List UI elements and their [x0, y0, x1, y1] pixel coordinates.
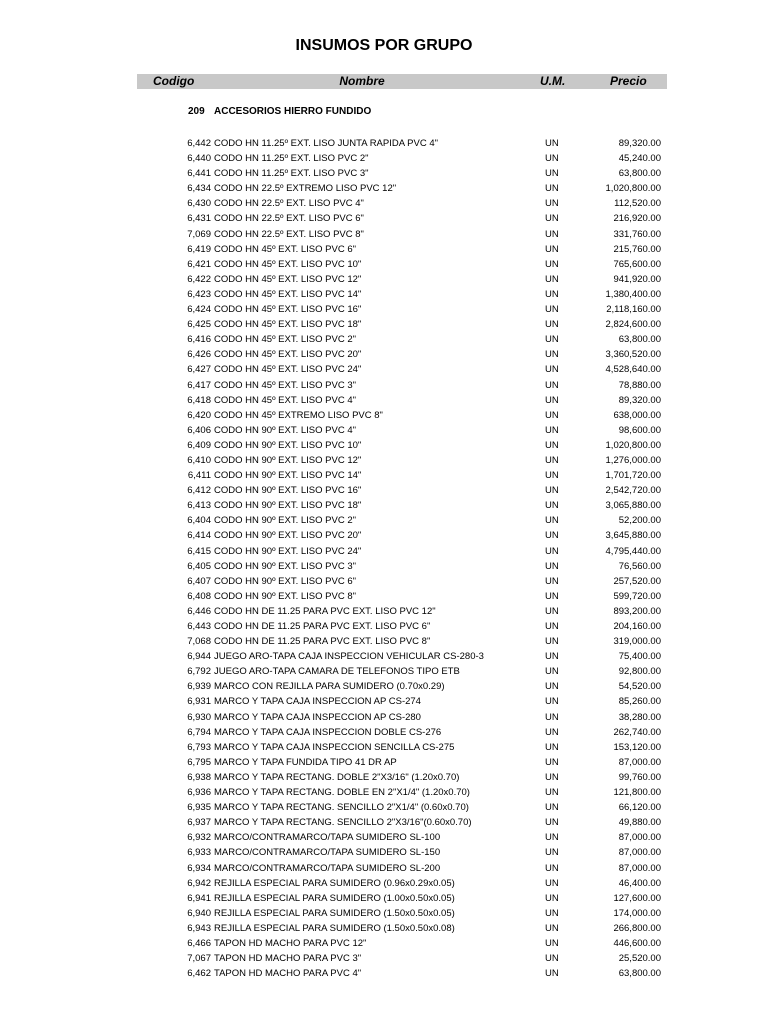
table-row	[0, 710, 768, 725]
table-row	[0, 921, 768, 936]
item-price: 257,520.00	[613, 575, 661, 587]
item-name: MARCO/CONTRAMARCO/TAPA SUMIDERO SL-200	[214, 862, 441, 874]
item-price: 63,800.00	[618, 334, 661, 346]
table-row	[0, 272, 768, 287]
item-price: 1,276,000.00	[605, 454, 661, 466]
table-row	[0, 257, 768, 272]
table-row	[0, 438, 768, 453]
table-row	[0, 725, 768, 740]
item-name: JUEGO ARO-TAPA CAMARA DE TELEFONOS TIPO ETB	[214, 666, 460, 678]
item-unit: UN	[545, 394, 559, 406]
item-price: 45,240.00	[618, 153, 661, 165]
table-row	[0, 800, 768, 815]
item-code: 7,067	[187, 953, 211, 965]
item-name: MARCO Y TAPA RECTANG. DOBLE 2"X3/16" (1.20x0.70)	[214, 771, 460, 783]
item-price: 25,520.00	[618, 953, 661, 965]
table-row	[0, 574, 768, 589]
item-name: CODO HN DE 11.25 PARA PVC EXT. LISO PVC 8"	[214, 636, 431, 648]
item-name: CODO HN 45º EXT. LISO PVC 12"	[214, 273, 362, 285]
item-price: 87,000.00	[618, 847, 661, 859]
item-unit: UN	[545, 319, 559, 331]
item-name: MARCO Y TAPA RECTANG. SENCILLO 2"X1/4" (0.60x0.70)	[214, 802, 469, 814]
item-unit: UN	[545, 198, 559, 210]
item-price: 78,880.00	[618, 379, 661, 391]
item-unit: UN	[545, 817, 559, 829]
item-price: 49,880.00	[618, 817, 661, 829]
table-row	[0, 936, 768, 951]
item-unit: UN	[545, 605, 559, 617]
table-row	[0, 287, 768, 302]
table-row	[0, 951, 768, 966]
item-name: CODO HN 90º EXT. LISO PVC 2"	[214, 515, 356, 527]
item-code: 6,421	[187, 258, 211, 270]
item-name: TAPON HD MACHO PARA PVC 12"	[214, 937, 367, 949]
item-name: CODO HN 90º EXT. LISO PVC 14"	[214, 470, 362, 482]
item-unit: UN	[545, 334, 559, 346]
item-name: CODO HN 11.25º EXT. LISO PVC 2"	[214, 153, 369, 165]
table-row	[0, 181, 768, 196]
table-row	[0, 861, 768, 876]
item-price: 331,760.00	[613, 228, 661, 240]
item-code: 6,406	[187, 424, 211, 436]
item-name: CODO HN 90º EXT. LISO PVC 12"	[214, 454, 362, 466]
item-price: 38,280.00	[618, 711, 661, 723]
table-row	[0, 317, 768, 332]
item-name: CODO HN 90º EXT. LISO PVC 18"	[214, 500, 362, 512]
column-header-codigo: Codigo	[153, 74, 195, 88]
item-name: MARCO Y TAPA RECTANG. SENCILLO 2"X3/16"(0.60x0.70)	[214, 817, 472, 829]
item-code: 6,420	[187, 409, 211, 421]
item-code: 6,793	[187, 741, 211, 753]
item-code: 6,424	[187, 304, 211, 316]
item-code: 6,409	[187, 439, 211, 451]
item-unit: UN	[545, 621, 559, 632]
table-row	[0, 755, 768, 770]
item-unit: UN	[545, 666, 559, 678]
item-name: CODO HN 11.25º EXT. LISO JUNTA RAPIDA PVC 4"	[214, 138, 439, 149]
item-price: 1,380,400.00	[605, 288, 661, 300]
item-code: 6,430	[187, 198, 211, 210]
item-name: REJILLA ESPECIAL PARA SUMIDERO (1.50x0.50x0.08)	[214, 922, 455, 934]
table-row	[0, 694, 768, 709]
table-row	[0, 845, 768, 860]
item-name: CODO HN 45º EXT. LISO PVC 16"	[214, 304, 362, 316]
item-name: REJILLA ESPECIAL PARA SUMIDERO (1.00x0.50x0.05)	[214, 892, 455, 904]
table-row	[0, 966, 768, 981]
item-code: 6,936	[187, 787, 211, 799]
item-price: 262,740.00	[613, 726, 661, 738]
item-unit: UN	[545, 213, 559, 225]
item-code: 6,939	[187, 681, 211, 693]
table-row	[0, 528, 768, 543]
table-row	[0, 649, 768, 664]
item-unit: UN	[545, 304, 559, 316]
item-price: 87,000.00	[618, 862, 661, 874]
page-title: INSUMOS POR GRUPO	[295, 37, 473, 54]
item-name: MARCO Y TAPA RECTANG. DOBLE EN 2"X1/4" (1.20x0.70)	[214, 787, 470, 799]
table-row	[0, 468, 768, 483]
table-row	[0, 589, 768, 604]
item-name: CODO HN 45º EXT. LISO PVC 3"	[214, 379, 356, 391]
item-name: MARCO Y TAPA CAJA INSPECCION AP CS-274	[214, 696, 421, 708]
item-code: 6,413	[187, 500, 211, 512]
table-row	[0, 378, 768, 393]
item-unit: UN	[545, 575, 559, 587]
item-unit: UN	[545, 590, 559, 602]
item-unit: UN	[545, 560, 559, 572]
item-code: 6,410	[187, 454, 211, 466]
item-name: MARCO Y TAPA CAJA INSPECCION SENCILLA CS-275	[214, 741, 455, 753]
item-price: 98,600.00	[618, 424, 661, 436]
item-unit: UN	[545, 741, 559, 753]
table-row	[0, 906, 768, 921]
item-unit: UN	[545, 651, 559, 663]
item-code: 6,466	[187, 937, 211, 949]
item-name: REJILLA ESPECIAL PARA SUMIDERO (0.96x0.29x0.05)	[214, 877, 455, 889]
item-name: CODO HN 22.5º EXTREMO LISO PVC 12"	[214, 183, 397, 195]
item-unit: UN	[545, 439, 559, 451]
item-code: 6,419	[187, 243, 211, 255]
item-unit: UN	[545, 470, 559, 482]
item-price: 266,800.00	[613, 922, 661, 934]
item-name: CODO HN 22.5º EXT. LISO PVC 6"	[214, 213, 364, 225]
table-row	[0, 740, 768, 755]
item-unit: UN	[545, 485, 559, 497]
item-code: 6,937	[187, 817, 211, 829]
item-unit: UN	[545, 771, 559, 783]
item-price: 63,800.00	[618, 168, 661, 180]
item-price: 765,600.00	[613, 258, 661, 270]
item-unit: UN	[545, 756, 559, 768]
item-price: 4,795,440.00	[605, 545, 661, 557]
item-unit: UN	[545, 907, 559, 919]
item-price: 599,720.00	[613, 590, 661, 602]
item-unit: UN	[545, 862, 559, 874]
item-price: 89,320.00	[618, 138, 661, 149]
table-row	[0, 227, 768, 242]
table-row	[0, 136, 768, 151]
table-row	[0, 242, 768, 257]
item-unit: UN	[545, 937, 559, 949]
item-code: 6,441	[187, 168, 211, 180]
table-row	[0, 332, 768, 347]
table-row	[0, 891, 768, 906]
item-price: 52,200.00	[618, 515, 661, 527]
item-name: CODO HN 45º EXT. LISO PVC 24"	[214, 364, 362, 376]
item-code: 6,418	[187, 394, 211, 406]
table-row	[0, 302, 768, 317]
item-code: 6,443	[187, 621, 211, 632]
table-row	[0, 453, 768, 468]
item-name: CODO HN 90º EXT. LISO PVC 10"	[214, 439, 362, 451]
table-row	[0, 679, 768, 694]
item-price: 446,600.00	[613, 937, 661, 949]
item-price: 1,701,720.00	[605, 470, 661, 482]
item-unit: UN	[545, 953, 559, 965]
item-name: CODO HN 90º EXT. LISO PVC 20"	[214, 530, 362, 542]
item-unit: UN	[545, 968, 559, 980]
table-row	[0, 483, 768, 498]
item-price: 63,800.00	[618, 968, 661, 980]
item-unit: UN	[545, 530, 559, 542]
item-price: 153,120.00	[613, 741, 661, 753]
item-code: 6,416	[187, 334, 211, 346]
item-code: 6,462	[187, 968, 211, 980]
item-price: 89,320.00	[618, 394, 661, 406]
item-name: CODO HN 90º EXT. LISO PVC 6"	[214, 575, 356, 587]
item-name: CODO HN 45º EXT. LISO PVC 20"	[214, 349, 362, 361]
item-price: 2,542,720.00	[605, 485, 661, 497]
item-unit: UN	[545, 681, 559, 693]
item-price: 215,760.00	[613, 243, 661, 255]
item-price: 2,824,600.00	[605, 319, 661, 331]
item-price: 4,528,640.00	[605, 364, 661, 376]
item-name: MARCO Y TAPA FUNDIDA TIPO 41 DR AP	[214, 756, 397, 768]
item-unit: UN	[545, 409, 559, 421]
item-name: CODO HN 90º EXT. LISO PVC 4"	[214, 424, 356, 436]
item-name: REJILLA ESPECIAL PARA SUMIDERO (1.50x0.50x0.05)	[214, 907, 455, 919]
table-row	[0, 876, 768, 891]
item-unit: UN	[545, 787, 559, 799]
item-name: CODO HN 90º EXT. LISO PVC 3"	[214, 560, 356, 572]
item-code: 6,431	[187, 213, 211, 225]
item-price: 174,000.00	[613, 907, 661, 919]
table-row	[0, 151, 768, 166]
table-row	[0, 770, 768, 785]
item-unit: UN	[545, 379, 559, 391]
item-name: MARCO/CONTRAMARCO/TAPA SUMIDERO SL-150	[214, 847, 441, 859]
item-code: 6,427	[187, 364, 211, 376]
item-price: 3,360,520.00	[605, 349, 661, 361]
item-code: 6,442	[187, 138, 211, 149]
column-header-nombre: Nombre	[339, 74, 385, 88]
item-price: 204,160.00	[613, 621, 661, 632]
item-unit: UN	[545, 424, 559, 436]
item-price: 75,400.00	[618, 651, 661, 663]
item-name: MARCO CON REJILLA PARA SUMIDERO (0.70x0.29)	[214, 681, 445, 693]
table-row	[0, 604, 768, 619]
table-row	[0, 347, 768, 362]
item-price: 87,000.00	[618, 756, 661, 768]
table-row	[0, 196, 768, 211]
item-price: 216,920.00	[613, 213, 661, 225]
item-name: MARCO Y TAPA CAJA INSPECCION DOBLE CS-276	[214, 726, 442, 738]
item-unit: UN	[545, 364, 559, 376]
item-unit: UN	[545, 545, 559, 557]
item-name: CODO HN DE 11.25 PARA PVC EXT. LISO PVC 12"	[214, 605, 436, 617]
item-unit: UN	[545, 273, 559, 285]
item-code: 6,423	[187, 288, 211, 300]
item-unit: UN	[545, 153, 559, 165]
item-name: CODO HN 45º EXT. LISO PVC 2"	[214, 334, 356, 346]
item-price: 893,200.00	[613, 605, 661, 617]
item-name: CODO HN 22.5º EXT. LISO PVC 4"	[214, 198, 364, 210]
item-code: 6,405	[187, 560, 211, 572]
item-name: CODO HN 45º EXT. LISO PVC 10"	[214, 258, 362, 270]
item-unit: UN	[545, 847, 559, 859]
item-name: CODO HN 45º EXT. LISO PVC 6"	[214, 243, 356, 255]
group-name: ACCESORIOS HIERRO FUNDIDO	[214, 106, 372, 117]
item-name: CODO HN 45º EXTREMO LISO PVC 8"	[214, 409, 383, 421]
table-row	[0, 634, 768, 649]
group-code: 209	[188, 106, 205, 117]
item-code: 6,426	[187, 349, 211, 361]
item-price: 99,760.00	[618, 771, 661, 783]
item-price: 2,118,160.00	[606, 304, 661, 316]
table-row	[0, 423, 768, 438]
item-code: 6,795	[187, 756, 211, 768]
table-row	[0, 393, 768, 408]
item-unit: UN	[545, 877, 559, 889]
item-unit: UN	[545, 892, 559, 904]
table-row	[0, 362, 768, 377]
table-row	[0, 498, 768, 513]
item-price: 1,020,800.00	[605, 183, 661, 195]
table-row	[0, 513, 768, 528]
item-price: 319,000.00	[613, 636, 661, 648]
item-unit: UN	[545, 696, 559, 708]
item-code: 6,792	[187, 666, 211, 678]
item-price: 87,000.00	[618, 832, 661, 844]
item-price: 3,645,880.00	[605, 530, 661, 542]
item-price: 941,920.00	[613, 273, 661, 285]
item-code: 6,417	[187, 379, 211, 391]
item-unit: UN	[545, 711, 559, 723]
column-header-precio: Precio	[610, 74, 647, 88]
item-code: 6,938	[187, 771, 211, 783]
item-code: 6,932	[187, 832, 211, 844]
item-name: JUEGO ARO-TAPA CAJA INSPECCION VEHICULAR CS-280-3	[214, 651, 484, 663]
table-row	[0, 544, 768, 559]
item-code: 6,934	[187, 862, 211, 874]
item-price: 85,260.00	[618, 696, 661, 708]
item-unit: UN	[545, 726, 559, 738]
item-code: 6,411	[187, 470, 211, 482]
item-code: 6,930	[187, 711, 211, 723]
item-code: 6,931	[187, 696, 211, 708]
item-unit: UN	[545, 922, 559, 934]
item-code: 6,412	[187, 485, 211, 497]
table-row	[0, 166, 768, 181]
item-unit: UN	[545, 168, 559, 180]
item-code: 6,414	[187, 530, 211, 542]
item-name: CODO HN 90º EXT. LISO PVC 8"	[214, 590, 356, 602]
item-code: 6,944	[187, 651, 211, 663]
item-unit: UN	[545, 349, 559, 361]
item-unit: UN	[545, 258, 559, 270]
table-row	[0, 815, 768, 830]
item-name: MARCO/CONTRAMARCO/TAPA SUMIDERO SL-100	[214, 832, 441, 844]
item-price: 1,020,800.00	[605, 439, 661, 451]
item-name: CODO HN 90º EXT. LISO PVC 24"	[214, 545, 362, 557]
item-name: TAPON HD MACHO PARA PVC 4"	[214, 968, 362, 980]
table-row	[0, 211, 768, 226]
item-unit: UN	[545, 243, 559, 255]
item-name: CODO HN 45º EXT. LISO PVC 14"	[214, 288, 362, 300]
item-unit: UN	[545, 183, 559, 195]
item-price: 54,520.00	[618, 681, 661, 693]
item-price: 3,065,880.00	[605, 500, 661, 512]
item-code: 6,446	[187, 605, 211, 617]
item-code: 6,794	[187, 726, 211, 738]
item-unit: UN	[545, 636, 559, 648]
table-row	[0, 785, 768, 800]
item-code: 6,415	[187, 545, 211, 557]
item-code: 6,943	[187, 922, 211, 934]
item-unit: UN	[545, 228, 559, 240]
item-unit: UN	[545, 288, 559, 300]
item-unit: UN	[545, 138, 559, 149]
item-price: 46,400.00	[618, 877, 661, 889]
item-code: 6,408	[187, 590, 211, 602]
item-name: CODO HN DE 11.25 PARA PVC EXT. LISO PVC 6"	[214, 621, 431, 632]
item-name: CODO HN 45º EXT. LISO PVC 18"	[214, 319, 362, 331]
table-row	[0, 830, 768, 845]
item-code: 6,407	[187, 575, 211, 587]
item-code: 6,940	[187, 907, 211, 919]
table-row	[0, 408, 768, 423]
table-header	[137, 74, 667, 89]
item-unit: UN	[545, 832, 559, 844]
item-code: 6,425	[187, 319, 211, 331]
item-code: 6,941	[187, 892, 211, 904]
column-header-um: U.M.	[540, 74, 566, 88]
item-code: 6,942	[187, 877, 211, 889]
item-code: 6,404	[187, 515, 211, 527]
item-code: 6,434	[187, 183, 211, 195]
table-row	[0, 619, 768, 634]
item-name: CODO HN 90º EXT. LISO PVC 16"	[214, 485, 362, 497]
item-price: 638,000.00	[613, 409, 661, 421]
item-code: 6,422	[187, 273, 211, 285]
item-price: 112,520.00	[614, 198, 661, 210]
item-table	[0, 136, 768, 981]
item-code: 6,933	[187, 847, 211, 859]
table-row	[0, 559, 768, 574]
item-price: 76,560.00	[618, 560, 661, 572]
item-unit: UN	[545, 500, 559, 512]
item-code: 7,068	[187, 636, 211, 648]
item-code: 6,440	[187, 153, 211, 165]
item-code: 6,935	[187, 802, 211, 814]
item-code: 7,069	[187, 228, 211, 240]
item-name: CODO HN 22.5º EXT. LISO PVC 8"	[214, 228, 364, 240]
item-name: CODO HN 45º EXT. LISO PVC 4"	[214, 394, 356, 406]
item-price: 66,120.00	[618, 802, 661, 814]
item-price: 121,800.00	[613, 787, 661, 799]
item-unit: UN	[545, 454, 559, 466]
item-price: 127,600.00	[613, 892, 661, 904]
item-name: MARCO Y TAPA CAJA INSPECCION AP CS-280	[214, 711, 421, 723]
item-unit: UN	[545, 802, 559, 814]
item-name: TAPON HD MACHO PARA PVC 3"	[214, 953, 362, 965]
item-unit: UN	[545, 515, 559, 527]
item-name: CODO HN 11.25º EXT. LISO PVC 3"	[214, 168, 369, 180]
table-row	[0, 664, 768, 679]
item-price: 92,800.00	[618, 666, 661, 678]
